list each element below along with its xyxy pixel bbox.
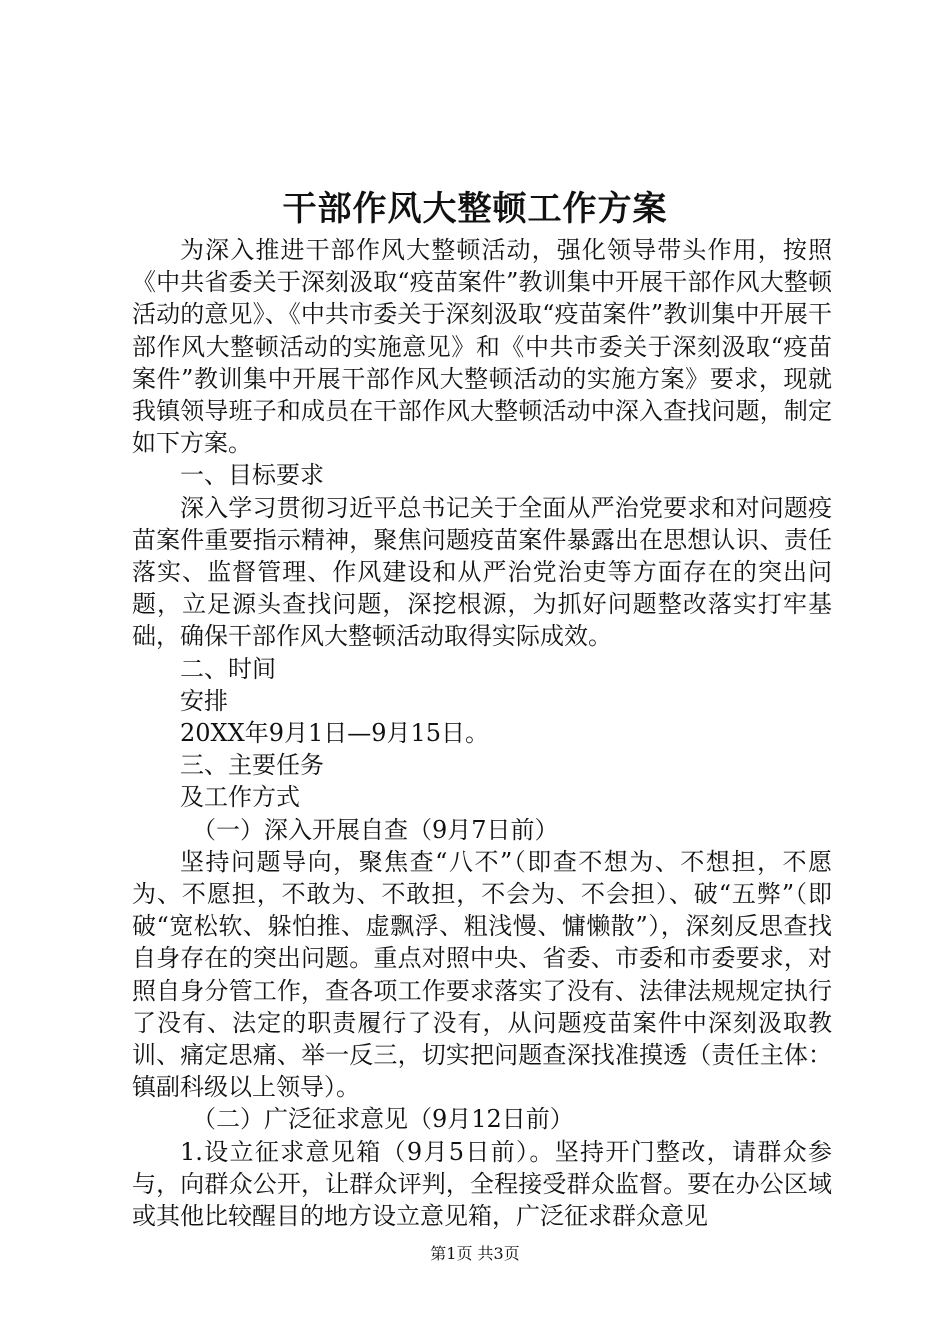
section-heading-goals: 一、目标要求 — [180, 461, 324, 490]
document-body — [132, 234, 832, 1232]
page-number-footer: 第1页 共3页 — [430, 1244, 520, 1263]
section-heading-time: 二、时间 — [180, 654, 276, 683]
section-heading-methods: 及工作方式 — [180, 783, 300, 812]
opinion-box-paragraph: 1.设立征求意见箱（9月5日前）。坚持开门整改，请群众参与，向群众公开，让群众评判，全程接受群众监督。要在办公区域或其他比较醒目的地方设立意见箱，广泛征求群众意见 — [132, 1137, 832, 1231]
subsection-heading-self-check: （一）深入开展自查（9月7日前） — [192, 815, 559, 844]
intro-paragraph: 为深入推进干部作风大整顿活动，强化领导带头作用，按照《中共省委关于深刻汲取“疫苗案件”教训集中开展干部作风大整顿活动的意见》、《中共市委关于深刻汲取“疫苗案件”教训集中开展干部作风大整顿活动的实施意见》和《中共市委关于深刻汲取“疫苗案件”教训集中开展干部作风大整顿活动的实施方案》要求，现就我镇领导班子和成员在干部作风大整顿活动中深入查找问题，制定如下方案。 — [132, 236, 832, 458]
section-heading-tasks: 三、主要任务 — [180, 751, 324, 780]
goals-paragraph: 深入学习贯彻习近平总书记关于全面从严治党要求和对问题疫苗案件重要指示精神，聚焦问题疫苗案件暴露出在思想认识、责任落实、监督管理、作风建设和从严治党治吏等方面存在的突出问题，立足源头查找问题，深挖根源，为抓好问题整改落实打牢基础，确保干部作风大整顿活动取得实际成效。 — [132, 493, 832, 651]
time-range: 20XX年9月1日—9月15日。 — [180, 719, 490, 748]
subsection-heading-opinions: （二）广泛征求意见（9月12日前） — [192, 1105, 574, 1134]
time-arrangement-label: 安排 — [180, 686, 228, 715]
self-check-paragraph: 坚持问题导向，聚焦查“八不”（即查不想为、不想担，不愿为、不愿担，不敢为、不敢担，不会为、不会担）、破“五弊”（即破“宽松软、躲怕推、虚飘浮、粗浅慢、慵懒散”），深刻反思查找自身存在的突出问题。重点对照中央、省委、市委和市委要求，对照自身分管工作，查各项工作要求落实了没有、法律法规规定执行了没有、法定的职责履行了没有，从问题疫苗案件中深刻汲取教训、痛定思痛、举一反三，切实把问题查深找准摸透（责任主体：镇副科级以上领导）。 — [132, 847, 832, 1102]
document-title: 干部作风大整顿工作方案 — [282, 189, 668, 229]
